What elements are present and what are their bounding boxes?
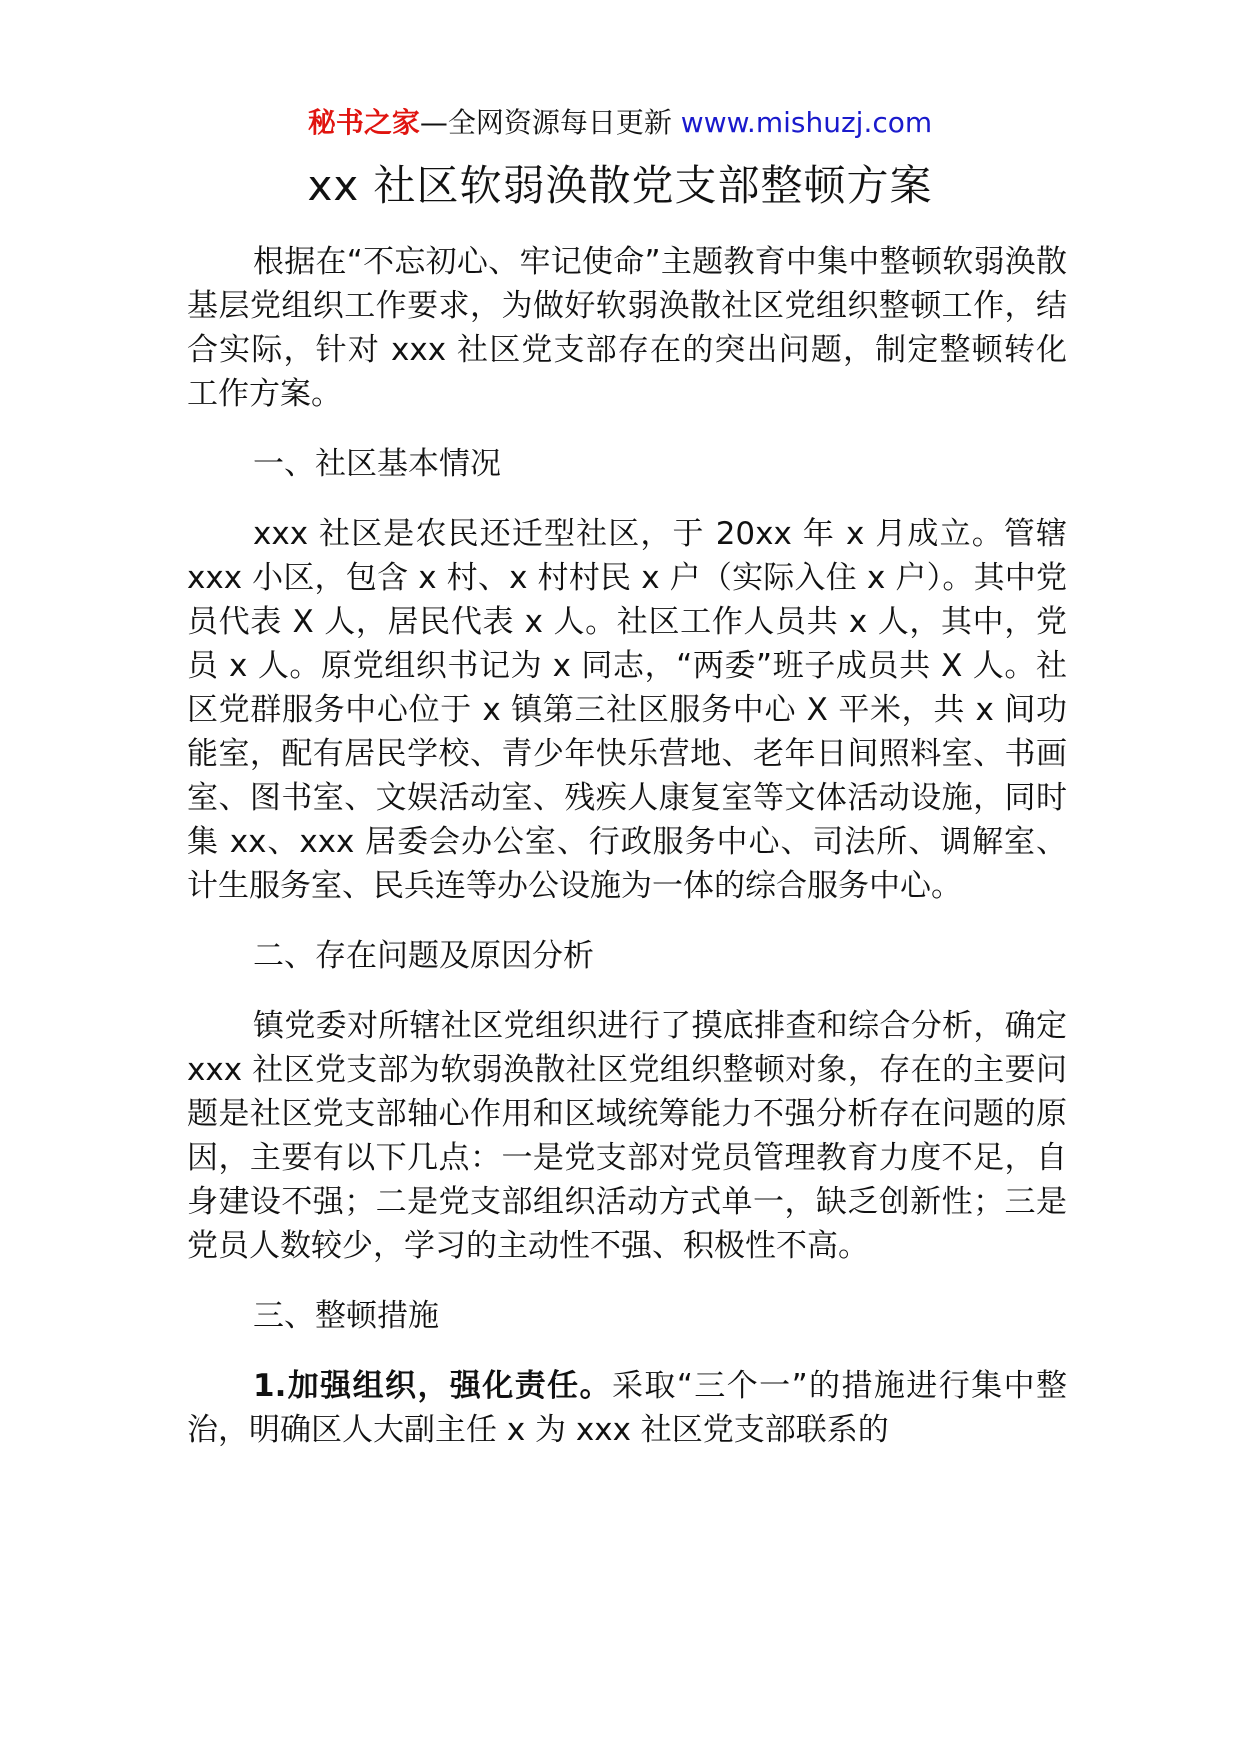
item-1-lead: 1.加强组织，强化责任。 <box>253 1368 612 1404</box>
section-heading-3: 三、整顿措施 <box>253 1298 439 1334</box>
section-heading-1: 一、社区基本情况 <box>253 446 501 482</box>
section-heading-2: 二、存在问题及原因分析 <box>253 938 594 974</box>
section-1-paragraph: xxx 社区是农民还迁型社区，于 20xx 年 x 月成立。管辖 xxx 小区，包含 x 村、x 村村民 x 户（实际入住 x 户）。其中党员代表 X 人，居民代表 x 人。社区工作人员共 x 人，其中，党员 x 人。原党组织书记为 x 同志，“两委”班子成员共 X 人。社区党群服务中心位于 x 镇第三社区服务中心 X 平米，共 x 间功能室，配有居民学校、青少年快乐营地、老年日间照料室、书画室、图书室、文娱活动室、残疾人康复室等文体活动设施，同时集 xx、xxx 居委会办公室、行政服务中心、司法所、调解室、计生服务室、民兵连等办公设施为一体的综合服务中心。 <box>187 516 1067 904</box>
banner-tagline: —全网资源每日更新 <box>419 106 672 139</box>
item-1-body: 采取“三个一”的措施进行集中整治，明确区人大副主任 x 为 xxx 社区党支部联系的 <box>187 1368 1067 1448</box>
brand-name: 秘书之家 <box>307 106 420 139</box>
site-banner <box>0 103 1240 143</box>
intro-paragraph: 根据在“不忘初心、牢记使命”主题教育中集中整顿软弱涣散基层党组织工作要求，为做好软弱涣散社区党组织整顿工作，结合实际，针对 xxx 社区党支部存在的突出问题，制定整顿转化工作方案。 <box>187 244 1067 412</box>
site-url-link[interactable]: www.mishuzj.com <box>680 106 933 139</box>
document-body <box>187 240 1067 1478</box>
section-3-item-1 <box>187 1364 1067 1452</box>
document-title: xx 社区软弱涣散党支部整顿方案 <box>307 161 933 210</box>
section-2-paragraph: 镇党委对所辖社区党组织进行了摸底排查和综合分析，确定 xxx 社区党支部为软弱涣散社区党组织整顿对象，存在的主要问题是社区党支部轴心作用和区域统筹能力不强分析存在问题的原因，主要有以下几点：一是党支部对党员管理教育力度不足，自身建设不强；二是党支部组织活动方式单一，缺乏创新性；三是党员人数较少，学习的主动性不强、积极性不高。 <box>187 1008 1067 1264</box>
